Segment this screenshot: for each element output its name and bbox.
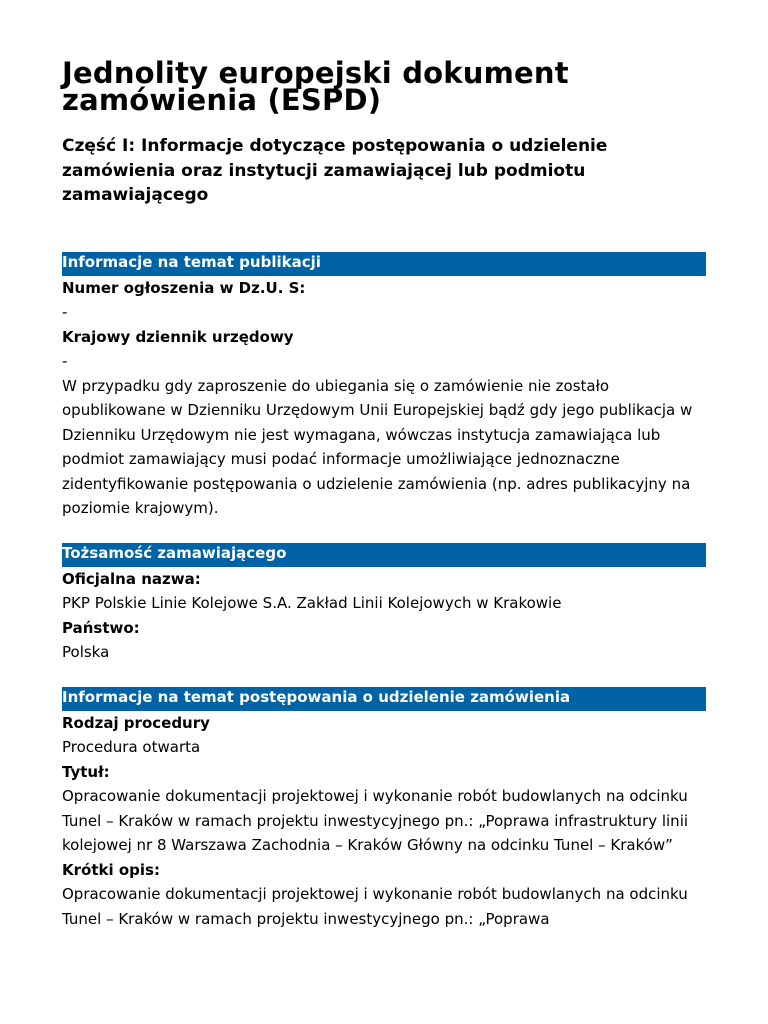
short-description-value: Opracowanie dokumentacji projektowej i wykonanie robót budowlanych na odcinku Tunel – Kraków w ramach projektu inwestycyjnego pn.: „Poprawa — [62, 885, 688, 928]
official-name-value: PKP Polskie Linie Kolejowe S.A. Zakład Linii Kolejowych w Krakowie — [62, 594, 562, 612]
publication-note: W przypadku gdy zaproszenie do ubiegania się o zamówienie nie zostało opublikowane w Dzienniku Urzędowym Unii Europejskiej bądź gdy jego publikacja w Dzienniku Urzędowym nie jest wymagana, wówczas instytucja zamawiająca lub podmiot zamawiający musi podać informacje umożliwiające jednoznaczne zidentyfikowanie postępowania o udzielenie zamówienia (np. adres publikacyjny na poziomie krajowym). — [62, 376, 693, 517]
national-journal-label: Krajowy dziennik urzędowy — [62, 327, 294, 346]
national-journal-value: - — [62, 352, 68, 370]
procedure-title-value: Opracowanie dokumentacji projektowej i wykonanie robót budowlanych na odcinku Tunel – Kraków w ramach projektu inwestycyjnego pn.: „Poprawa infrastruktury linii kolejowej nr 8 Warszawa Zachodnia – Kraków Główny na odcinku Tunel – Kraków” — [62, 787, 689, 854]
short-description-label: Krótki opis: — [62, 860, 160, 879]
oj-number-value: - — [62, 303, 68, 321]
section-header-contracting-authority: Tożsamość zamawiającego — [62, 543, 706, 567]
country-value: Polska — [62, 643, 110, 661]
espd-document — [62, 56, 706, 931]
document-title: Jednolity europejski dokument zamówienia (ESPD) — [62, 56, 569, 117]
procedure-title-label: Tytuł: — [62, 762, 110, 781]
section-header-publication: Informacje na temat publikacji — [62, 252, 706, 276]
official-name-label: Oficjalna nazwa: — [62, 569, 201, 588]
country-label: Państwo: — [62, 618, 140, 637]
procedure-type-label: Rodzaj procedury — [62, 713, 210, 732]
part-title: Część I: Informacje dotyczące postępowania o udzielenie zamówienia oraz instytucji zamawiającej lub podmiotu zamawiającego — [62, 136, 608, 205]
procedure-type-value: Procedura otwarta — [62, 738, 201, 756]
oj-number-label: Numer ogłoszenia w Dz.U. S: — [62, 278, 306, 297]
section-header-procedure: Informacje na temat postępowania o udzielenie zamówienia — [62, 687, 706, 711]
